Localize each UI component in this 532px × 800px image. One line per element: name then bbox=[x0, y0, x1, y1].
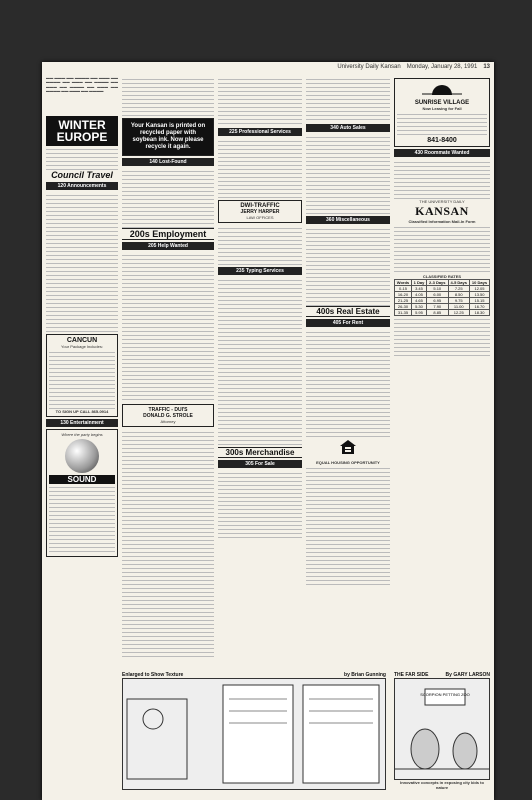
section-header: 430 Roommate Wanted bbox=[394, 149, 490, 157]
sound-ad-text bbox=[49, 484, 115, 554]
sunrise-leasing: Now Leasing for Fall bbox=[422, 106, 462, 111]
rates-cell: 21-25 bbox=[395, 298, 412, 304]
for-rent-list bbox=[306, 329, 390, 439]
masthead-date: Monday, January 28, 1991 bbox=[406, 64, 478, 70]
far-side-panel bbox=[394, 678, 490, 780]
column-1 bbox=[46, 76, 118, 794]
sunrise-features bbox=[397, 111, 487, 137]
rates-cell: 6.00 bbox=[427, 292, 448, 298]
traffic-dui-ad bbox=[122, 404, 214, 427]
rates-cell: 4.65 bbox=[411, 298, 426, 304]
recycle-text: Your Kansan is printed on recycled paper with soybean ink. Now please recycle it again. bbox=[130, 123, 206, 150]
rates-cell: 8.50 bbox=[448, 292, 469, 298]
eho-block bbox=[306, 439, 390, 465]
rates-cell: 16-20 bbox=[395, 292, 412, 298]
page-number: 13 bbox=[483, 64, 490, 70]
rates-header-cell: Words bbox=[395, 280, 412, 286]
newspaper-page bbox=[42, 62, 494, 800]
masthead-paper: University Daily Kansan bbox=[337, 64, 401, 70]
rates-title: CLASSIFIED RATES bbox=[422, 274, 462, 279]
rates-cell: 11.00 bbox=[448, 304, 469, 310]
help-wanted-list bbox=[122, 252, 214, 402]
rates-header-cell: 2-3 Days bbox=[427, 280, 448, 286]
misc-list bbox=[306, 226, 390, 306]
rates-cell: 8.85 bbox=[427, 310, 448, 316]
rates-row bbox=[395, 310, 490, 316]
rates-cell: 7.90 bbox=[427, 304, 448, 310]
lost-found-list bbox=[122, 168, 214, 228]
comic-illustration bbox=[123, 679, 385, 787]
party-headline: Where the party begins bbox=[61, 432, 103, 437]
udk-policy bbox=[394, 224, 490, 274]
rates-header-cell: 10 Days bbox=[469, 280, 489, 286]
rates-cell: 5.30 bbox=[411, 304, 426, 310]
ads-list bbox=[218, 76, 302, 126]
merchandise-header: 300s Merchandise bbox=[218, 447, 302, 458]
rates-cell: 12.05 bbox=[469, 286, 489, 292]
rates-cell: 12.25 bbox=[448, 310, 469, 316]
traffic-name: DONALD G. STROLE bbox=[143, 413, 193, 419]
far-side-illustration bbox=[395, 679, 489, 777]
roommate-list bbox=[394, 159, 490, 199]
auto-list bbox=[306, 134, 390, 214]
section-header: 305 For Sale bbox=[218, 460, 302, 468]
section-header: 360 Miscellaneous bbox=[306, 216, 390, 224]
comic-panel bbox=[122, 678, 386, 790]
comic-strip bbox=[122, 672, 386, 796]
rates-cell: 4.05 bbox=[411, 292, 426, 298]
cancun-list bbox=[49, 349, 115, 409]
rates-cell: 9.75 bbox=[448, 298, 469, 304]
sound-logo: SOUND bbox=[49, 475, 115, 484]
fare-list bbox=[46, 146, 118, 170]
cancun-ad bbox=[46, 334, 118, 417]
comic-title: Enlarged to Show Texture bbox=[122, 672, 184, 678]
dwi-traffic-ad bbox=[218, 200, 302, 223]
help-wanted-cont bbox=[122, 429, 214, 659]
prof-services-list bbox=[218, 138, 302, 198]
rates-cell: 5.95 bbox=[411, 310, 426, 316]
comic-artist: by Brian Gunning bbox=[344, 672, 386, 678]
recycle-notice bbox=[122, 118, 214, 156]
real-estate-header: 400s Real Estate bbox=[306, 306, 390, 317]
announcements-cont bbox=[122, 76, 214, 116]
section-header: 405 For Rent bbox=[306, 319, 390, 327]
section-header: 120 Announcements bbox=[46, 182, 118, 190]
udk-form-title: Classified Information Mail-In Form bbox=[408, 219, 476, 224]
section-header: 225 Professional Services bbox=[218, 128, 302, 136]
form-fields bbox=[394, 316, 490, 356]
sound-ad bbox=[46, 429, 118, 557]
rates-table bbox=[394, 279, 490, 316]
rates-header-cell: 4-5 Days bbox=[448, 280, 469, 286]
sunrise-village-ad bbox=[394, 78, 490, 147]
rates-cell: 16.70 bbox=[469, 304, 489, 310]
dwi-sub: LAW OFFICES bbox=[246, 215, 274, 220]
sunrise-title: SUNRISE VILLAGE bbox=[414, 100, 470, 106]
cancun-subtitle: Your Package Includes: bbox=[61, 344, 103, 349]
rates-cell: 26-30 bbox=[395, 304, 412, 310]
far-side-comic bbox=[394, 672, 490, 796]
eho-title: EQUAL HOUSING OPPORTUNITY bbox=[316, 460, 380, 465]
section-header: 205 Help Wanted bbox=[122, 242, 214, 250]
sunrise-phone: 841-8400 bbox=[427, 137, 457, 144]
rates-cell: 3.45 bbox=[411, 286, 426, 292]
far-side-title: THE FAR SIDE bbox=[394, 672, 429, 678]
traffic-title: TRAFFIC - DUI'S bbox=[148, 407, 188, 413]
announcements-list bbox=[46, 192, 118, 332]
typing-list bbox=[218, 277, 302, 447]
udk-form-header bbox=[394, 199, 490, 224]
dwi-name: JERRY HARPER bbox=[240, 209, 280, 215]
dwi-title: DWI-TRAFFIC bbox=[240, 203, 280, 209]
rates-cell: 6.95 bbox=[427, 298, 448, 304]
article-text: ▬▬ ▬▬▬ ▬▬ ▬▬▬▬ ▬▬ ▬▬▬ ▬▬ ▬▬▬▬ ▬▬ ▬▬▬ ▬▬ ▬▬▬▬ ▬▬ ▬▬▬ ▬▬ ▬▬▬▬ ▬▬ ▬▬▬ ▬▬ ▬▬▬▬ ▬▬ ▬▬▬ ▬▬ ▬▬▬▬ bbox=[46, 76, 118, 94]
traffic-attorney: Attorney bbox=[160, 419, 176, 424]
far-side-caption: Innovative concepts in exposing city kids to nature bbox=[400, 780, 484, 790]
far-side-sign: SCORPION PETTING ZOO bbox=[420, 692, 470, 697]
for-rent-cont bbox=[306, 465, 390, 585]
section-header: 140 Lost-Found bbox=[122, 158, 214, 166]
section-header: 130 Entertainment bbox=[46, 419, 118, 427]
rates-cell: 31-35 bbox=[395, 310, 412, 316]
far-side-artist: By GARY LARSON bbox=[445, 672, 490, 678]
rates-cell: 5.10 bbox=[427, 286, 448, 292]
rates-header-cell: 1 Day bbox=[411, 280, 426, 286]
udk-title: THE UNIVERSITY DAILY bbox=[419, 199, 465, 204]
cancun-signup: TO SIGN UP CALL 865-0914 bbox=[55, 409, 109, 414]
rates-cell: 18.30 bbox=[469, 310, 489, 316]
employment-header: 200s Employment bbox=[122, 228, 214, 240]
section-header: 340 Auto Sales bbox=[306, 124, 390, 132]
section-header: 235 Typing Services bbox=[218, 267, 302, 275]
rates-cell: 7.25 bbox=[448, 286, 469, 292]
winter-europe-ad: WINTER EUROPE bbox=[46, 116, 118, 146]
council-travel-logo: Council Travel bbox=[51, 170, 113, 180]
for-sale-list bbox=[218, 470, 302, 540]
sunrise-icon bbox=[422, 81, 462, 95]
disco-ball-icon bbox=[65, 439, 99, 473]
house-icon bbox=[339, 439, 357, 455]
rates-cell: 13.50 bbox=[469, 292, 489, 298]
cancun-title: CANCUN bbox=[66, 337, 98, 344]
rates-cell: 15.15 bbox=[469, 298, 489, 304]
ads-list-2 bbox=[218, 225, 302, 265]
udk-kansan: KANSAN bbox=[415, 204, 469, 218]
ads-list bbox=[306, 76, 390, 122]
masthead bbox=[46, 64, 490, 74]
rates-cell: 0-15 bbox=[395, 286, 412, 292]
